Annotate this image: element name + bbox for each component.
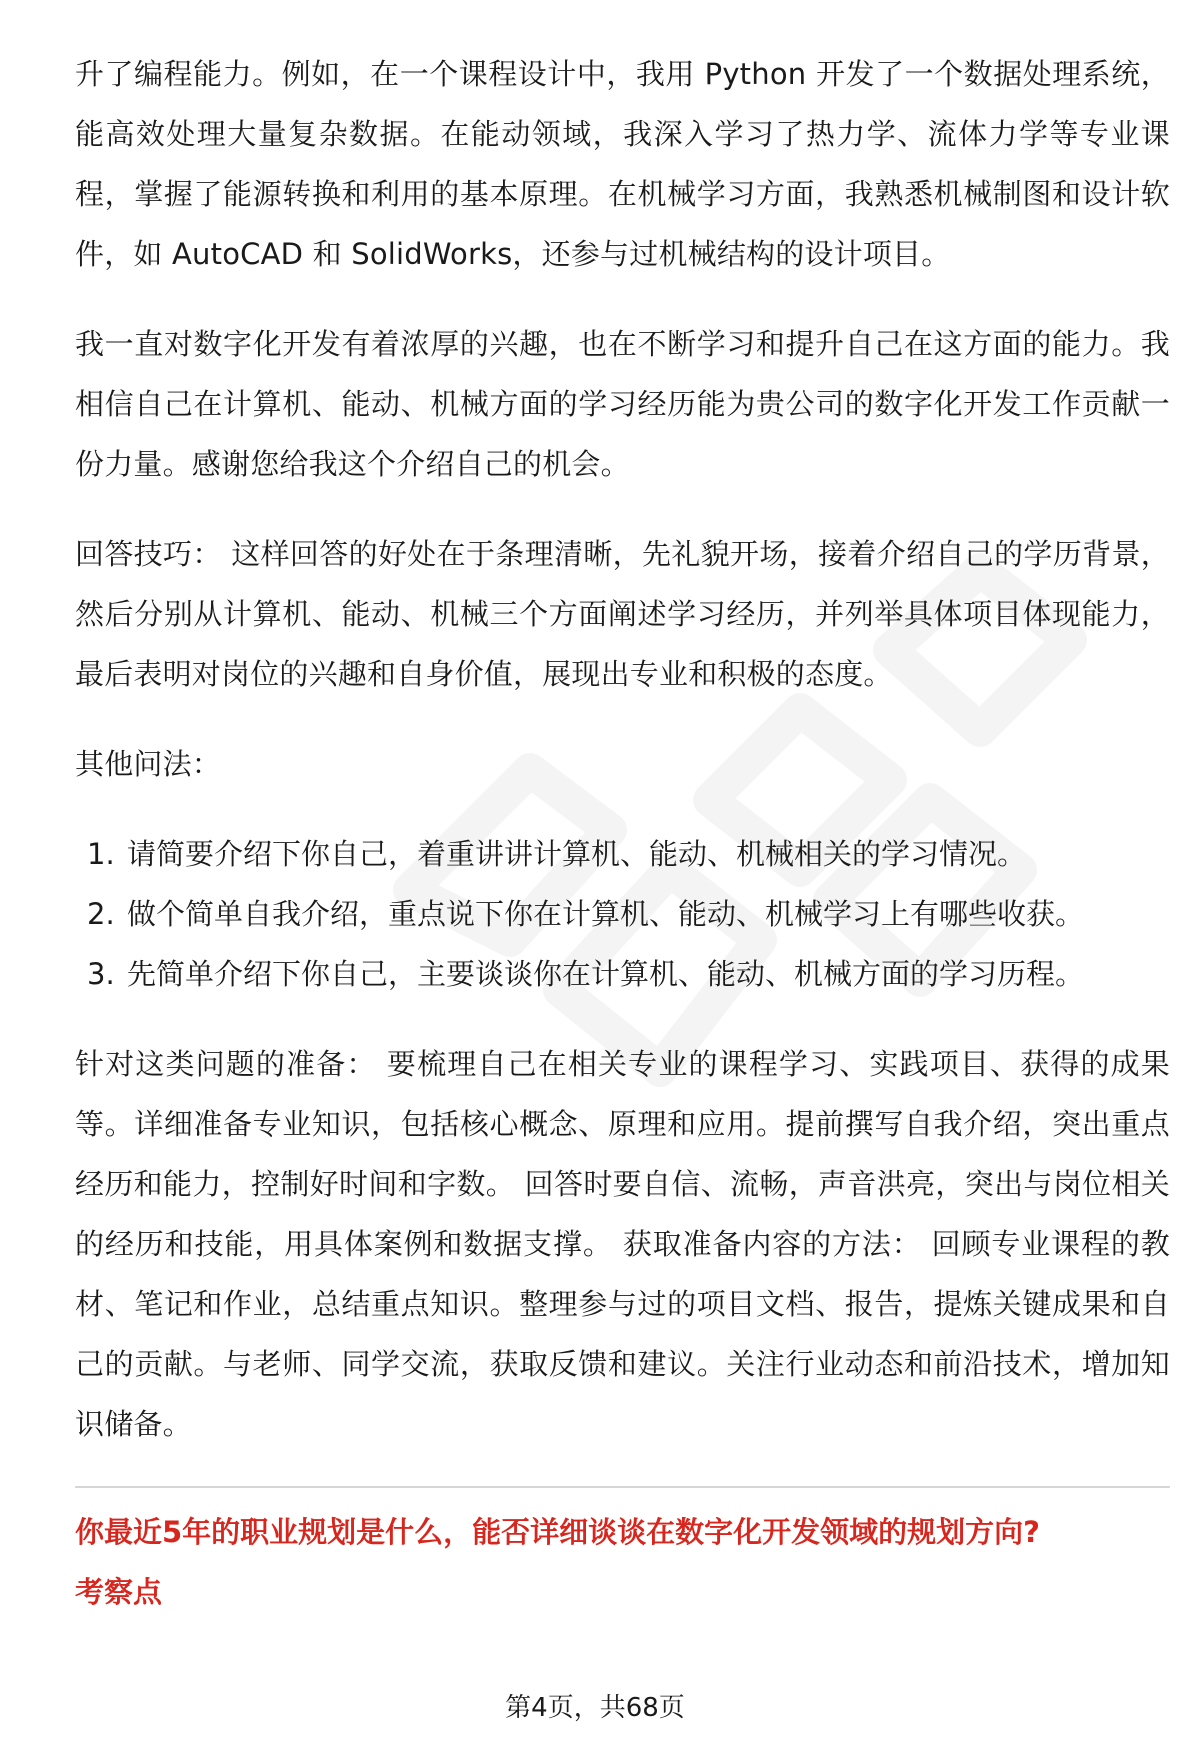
other-phrasings-label: 其他问法： (75, 747, 222, 781)
section-divider (75, 1486, 1170, 1488)
alternative-questions-list (75, 824, 1170, 1004)
list-item (87, 824, 1170, 884)
paragraph-interest: 我一直对数字化开发有着浓厚的兴趣，也在不断学习和提升自己在这方面的能力。我相信自己在计算机、能动、机械方面的学习经历能为贵公司的数字化开发工作贡献一份力量。感谢您给我这个介绍自己的机会。 (75, 327, 1170, 481)
next-question-title: 你最近5年的职业规划是什么，能否详细谈谈在数字化开发领域的规划方向? (75, 1515, 1041, 1549)
list-item-number: 3. (87, 957, 115, 991)
list-item (87, 884, 1170, 944)
main-content (75, 44, 1170, 1622)
paragraph-answer-tips: 回答技巧： 这样回答的好处在于条理清晰，先礼貌开场，接着介绍自己的学历背景，然后分别从计算机、能动、机械三个方面阐述学习经历，并列举具体项目体现能力，最后表明对岗位的兴趣和自身价值，展现出专业和积极的态度。 (75, 537, 1170, 691)
next-question-subtitle: 考察点 (75, 1575, 163, 1609)
list-item-number: 2. (87, 897, 115, 931)
page-number-footer: 第4页，共68页 (505, 1693, 685, 1723)
list-item-text: 先简单介绍下你自己，主要谈谈你在计算机、能动、机械方面的学习历程。 (127, 957, 1085, 991)
list-item (87, 944, 1170, 1004)
list-item-number: 1. (87, 837, 115, 871)
list-item-text: 做个简单自我介绍，重点说下你在计算机、能动、机械学习上有哪些收获。 (127, 897, 1085, 931)
paragraph-preparation: 针对这类问题的准备： 要梳理自己在相关专业的课程学习、实践项目、获得的成果等。详细准备专业知识，包括核心概念、原理和应用。提前撰写自我介绍，突出重点经历和能力，控制好时间和字数。 回答时要自信、流畅，声音洪亮，突出与岗位相关的经历和技能，用具体案例和数据支撑。 获取准备内容的方法： 回顾专业课程的教材、笔记和作业，总结重点知识。整理参与过的项目文档、报告，提炼关键成果和自己的贡献。与老师、同学交流，获取反馈和建议。关注行业动态和前沿技术，增加知识储备。 (75, 1047, 1170, 1441)
paragraph-intro-continued: 升了编程能力。例如，在一个课程设计中，我用 Python 开发了一个数据处理系统，能高效处理大量复杂数据。在能动领域，我深入学习了热力学、流体力学等专业课程，掌握了能源转换和利用的基本原理。在机械学习方面，我熟悉机械制图和设计软件，如 AutoCAD 和 SolidWorks，还参与过机械结构的设计项目。 (75, 57, 1170, 271)
list-item-text: 请简要介绍下你自己，着重讲讲计算机、能动、机械相关的学习情况。 (127, 837, 1027, 871)
